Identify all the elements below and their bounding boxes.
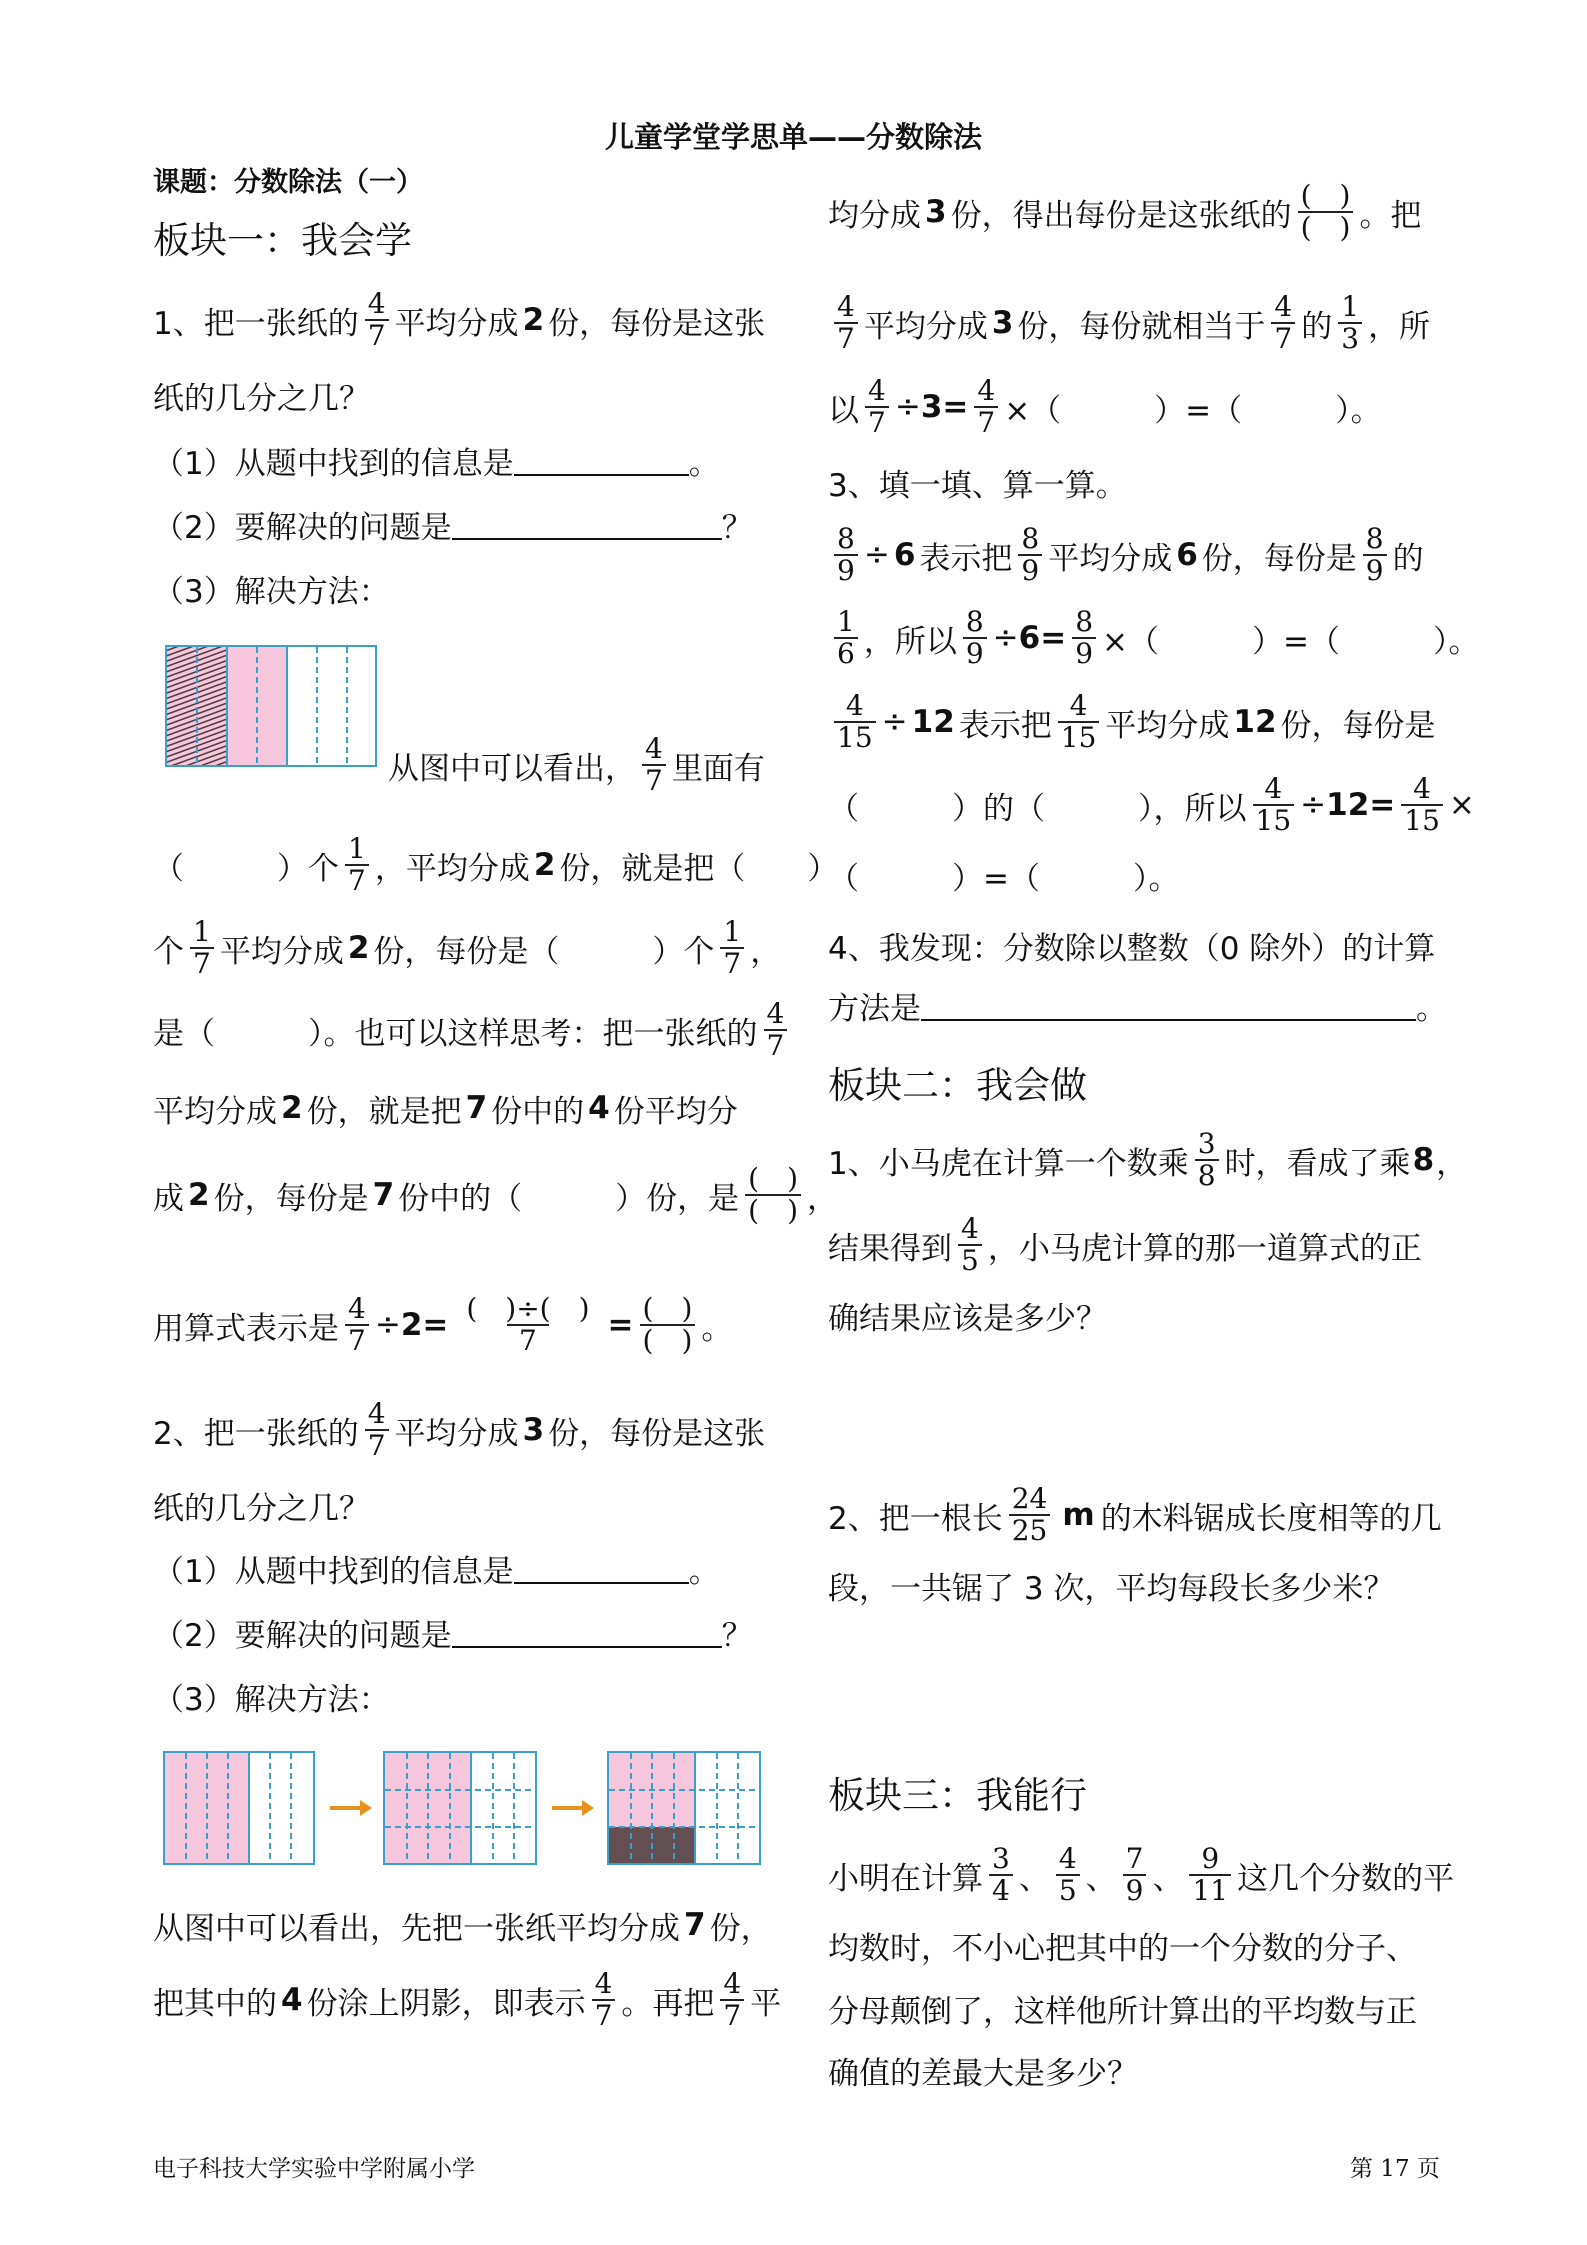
right-line-8: （ ）=（ ）。: [828, 860, 1180, 897]
q1-method-line: （3）解决方法：: [153, 573, 390, 610]
reasoning-line-1: （ ）个 $\frac{1}{7}$ ，平均分成 2 份，就是把（ ）: [153, 831, 839, 897]
answer-blank[interactable]: [514, 1552, 689, 1584]
fraction: $\frac{4}{15}$: [834, 691, 876, 753]
fraction: $\frac{8}{9}$: [1018, 524, 1042, 586]
fraction: $\frac{8}{9}$: [963, 607, 987, 669]
fraction-diagram-2: [162, 1750, 764, 1870]
figure-2-caption-1: 从图中可以看出，先把一张纸平均分成 7 份，: [153, 1907, 772, 1947]
answer-blank[interactable]: [452, 1616, 722, 1648]
fraction: $\frac{7}{9}$: [1123, 1844, 1147, 1906]
question-3: 3、填一填、算一算。: [828, 467, 1127, 504]
q2-line-1: 2、把一张纸的 $\frac{4}{7}$ 平均分成 3 份，每份是这张: [153, 1396, 766, 1462]
fraction: $\frac{4}{7}$: [720, 1969, 744, 2031]
section-heading-1: 板块一：我会学: [153, 219, 412, 262]
fraction: $\frac{9}{11}$: [1189, 1844, 1231, 1906]
fraction: $\frac{4}{7}$: [365, 289, 389, 351]
fraction: $\frac{4}{7}$: [345, 1294, 369, 1356]
practice-1-line-2: 结果得到 $\frac{4}{5}$ ，小马虎计算的那一道算式的正: [828, 1211, 1422, 1277]
equation-line: 用算式表示是 $\frac{4}{7}$ ÷ 2= $\frac{( )\div( )}{7}$ = $\frac{( )}{( )}$ 。: [153, 1291, 733, 1357]
figure-1-caption: 从图中可以看出， $\frac{4}{7}$ 里面有: [388, 731, 765, 797]
lesson-topic: 课题：分数除法（一）: [153, 167, 423, 198]
q1-line-1: 1、把一张纸的 $\frac{4}{7}$ 平均分成 2 份，每份是这张: [153, 286, 766, 352]
q2-method-line: （3）解决方法：: [153, 1681, 390, 1718]
fraction: $\frac{4}{15}$: [1253, 774, 1295, 836]
q2-info-line: （1）从题中找到的信息是 。: [153, 1553, 720, 1590]
challenge-line-2: 均数时，不小心把其中的一个分数的分子、: [828, 1930, 1417, 1967]
fraction: $\frac{1}{7}$: [190, 917, 214, 979]
right-line-3: 以 $\frac{4}{7}$ ÷ 3= $\frac{4}{7}$ ×（ ）=（ ）。: [828, 373, 1382, 439]
answer-blank[interactable]: [514, 444, 689, 476]
figure-2-caption-2: 把其中的 4 份涂上阴影，即表示 $\frac{4}{7}$ 。再把 $\frac{4}{7}$ 平: [153, 1966, 782, 2032]
fraction: $\frac{4}{5}$: [1056, 1844, 1080, 1906]
fraction: $\frac{4}{7}$: [764, 999, 788, 1061]
fraction: $\frac{4}{15}$: [1058, 691, 1100, 753]
fraction: $\frac{1}{7}$: [345, 834, 369, 896]
fraction: $\frac{4}{7}$: [834, 292, 858, 354]
fraction: $\frac{8}{9}$: [1072, 607, 1096, 669]
challenge-line-1: 小明在计算 $\frac{3}{4}$ 、 $\frac{4}{5}$ 、 $\frac{7}{9}$ 、 $\frac{9}{11}$ 这几个分数的平: [828, 1841, 1455, 1907]
section-heading-3: 板块三：我能行: [828, 1774, 1087, 1817]
reasoning-line-3: 是（ ）。也可以这样思考：把一张纸的 $\frac{4}{7}$: [153, 990, 793, 1070]
practice-2-line-2: 段，一共锯了 3 次，平均每段长多少米？: [828, 1570, 1395, 1607]
challenge-line-4: 确值的差最大是多少？: [828, 2055, 1138, 2092]
fraction: $\frac{4}{7}$: [642, 734, 666, 796]
fraction: $\frac{1}{7}$: [720, 917, 744, 979]
answer-blank[interactable]: [452, 508, 722, 540]
right-line-2: $\frac{4}{7}$ 平均分成 3 份，每份就相当于 $\frac{4}{7}$ 的 $\frac{1}{3}$ ，所: [828, 283, 1430, 363]
fraction: $\frac{4}{7}$: [592, 1969, 616, 2031]
footer-school: 电子科技大学实验中学附属小学: [153, 2156, 475, 2182]
q2-line-2: 纸的几分之几？: [153, 1490, 370, 1527]
fraction: $\frac{4}{7}$: [974, 376, 998, 438]
challenge-line-3: 分母颠倒了，这样他所计算出的平均数与正: [828, 1993, 1417, 2030]
fraction: $\frac{4}{7}$: [1271, 292, 1295, 354]
fraction: $\frac{24}{25}$: [1009, 1484, 1051, 1546]
practice-1-line-3: 确结果应该是多少？: [828, 1300, 1107, 1337]
right-line-5: $\frac{1}{6}$ ，所以 $\frac{8}{9}$ ÷ 6= $\frac{8}{9}$ ×（ ）=（ ）。: [828, 598, 1479, 678]
fraction: $\frac{3}{8}$: [1195, 1129, 1219, 1191]
fraction: $\frac{4}{7}$: [365, 1399, 389, 1461]
fraction: $\frac{8}{9}$: [1363, 524, 1387, 586]
q1-line-2: 纸的几分之几？: [153, 380, 370, 417]
fraction-diagram-1: [165, 645, 377, 767]
right-line-7: （ ）的（ ），所以 $\frac{4}{15}$ ÷ 12= $\frac{4}{15}$ ×: [828, 771, 1475, 837]
q2-question-line: （2）要解决的问题是 ？: [153, 1617, 753, 1654]
fraction: $\frac{8}{9}$: [834, 524, 858, 586]
fraction-blank[interactable]: $\frac{( )}{( )}$: [745, 1164, 801, 1226]
practice-1-line-1: 1、小马虎在计算一个数乘 $\frac{3}{8}$ 时，看成了乘 8 ，: [828, 1126, 1468, 1192]
reasoning-line-4: 平均分成 2 份，就是把 7 份中的 4 份平均分: [153, 1090, 738, 1130]
fraction: $\frac{3}{4}$: [989, 1844, 1013, 1906]
right-line-4: $\frac{8}{9}$ ÷ 6 表示把 $\frac{8}{9}$ 平均分成 6 份，每份是 $\frac{8}{9}$ 的: [828, 515, 1424, 595]
reasoning-line-2: 个 $\frac{1}{7}$ 平均分成 2 份，每份是（ ）个 $\frac{1}{7}$ ，: [153, 914, 782, 980]
fraction: $\frac{4}{5}$: [958, 1214, 982, 1276]
footer-page-number: 第 17 页: [1350, 2156, 1440, 2182]
answer-blank[interactable]: [921, 989, 1416, 1021]
fraction: $\frac{1}{3}$: [1338, 292, 1362, 354]
q1-question-line: （2）要解决的问题是 ？: [153, 509, 753, 546]
q1-info-line: （1）从题中找到的信息是 。: [153, 445, 720, 482]
question-4: 4、我发现：分数除以整数（0 除外）的计算: [828, 930, 1436, 967]
page-title: 儿童学堂学思单——分数除法: [604, 120, 982, 154]
right-line-1: 均分成 3 份，得出每份是这张纸的 $\frac{( )}{( )}$ 。把: [828, 178, 1422, 244]
fraction-blank[interactable]: $\frac{( )\div( )}{7}$: [466, 1291, 590, 1357]
reasoning-line-5: 成 2 份，每份是 7 份中的（ ）份，是 $\frac{( )}{( )}$ ，: [153, 1161, 839, 1227]
practice-2-line-1: 2、把一根长 $\frac{24}{25}$ m 的木料锯成长度相等的几: [828, 1481, 1442, 1547]
fraction-blank[interactable]: $\frac{( )}{( )}$: [640, 1294, 696, 1356]
fraction: $\frac{1}{6}$: [834, 607, 858, 669]
question-4-answer: 方法是 。: [828, 990, 1447, 1027]
fraction: $\frac{4}{7}$: [865, 376, 889, 438]
fraction: $\frac{4}{15}$: [1401, 774, 1443, 836]
right-line-6: $\frac{4}{15}$ ÷ 12 表示把 $\frac{4}{15}$ 平均分成 12 份，每份是: [828, 682, 1436, 762]
section-heading-2: 板块二：我会做: [828, 1064, 1087, 1107]
fraction-blank[interactable]: $\frac{( )}{( )}$: [1298, 181, 1354, 243]
